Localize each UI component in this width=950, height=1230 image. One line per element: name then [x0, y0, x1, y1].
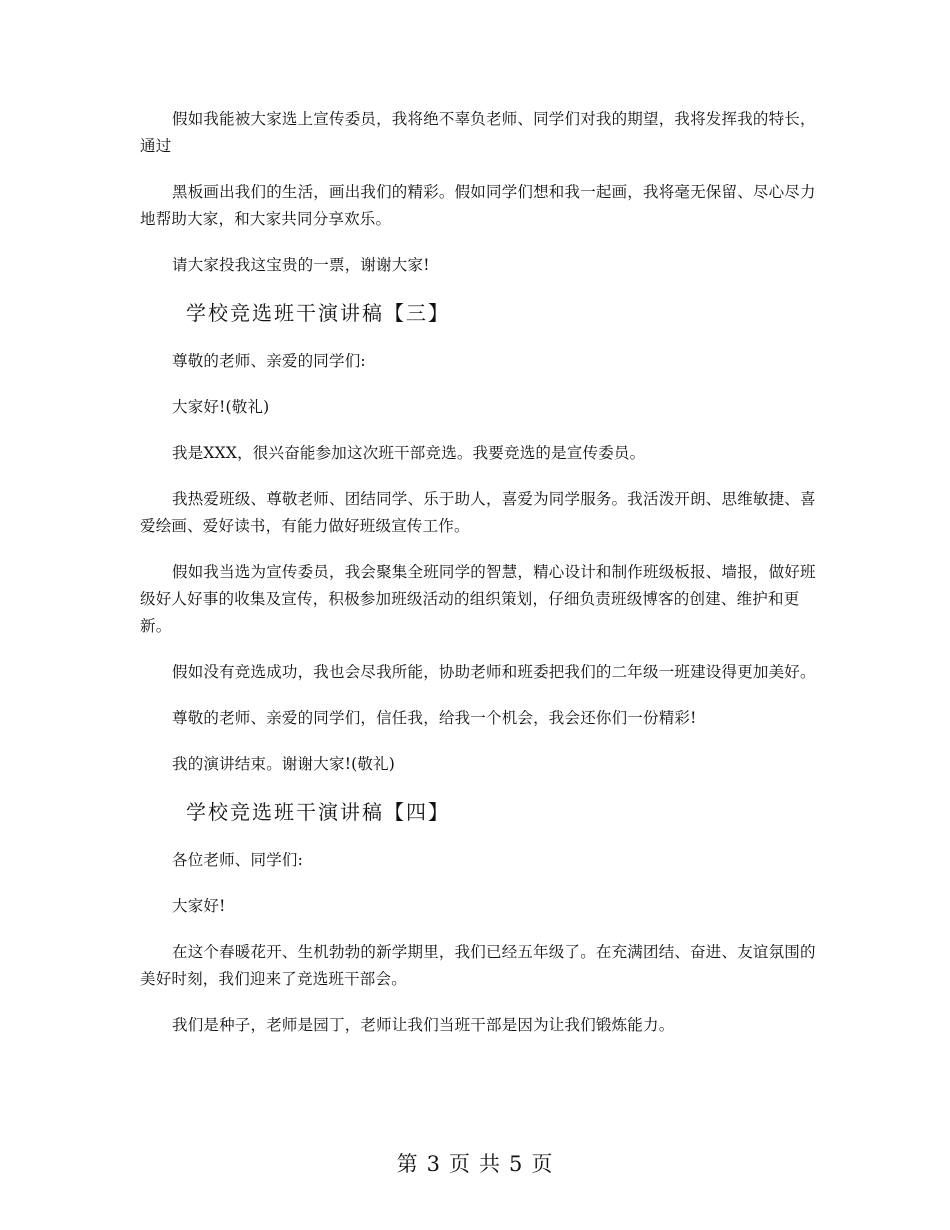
section-heading-4: 学校竞选班干演讲稿【四】	[186, 800, 450, 824]
section-heading-3: 学校竞选班干演讲稿【三】	[186, 301, 450, 325]
paragraph: 假如我当选为宣传委员，我会聚集全班同学的智慧，精心设计和制作班级板报、墙报，做好班级好人好事的收集及宣传，积极参加班级活动的组织策划，仔细负责班级博客的创建、维护和更新。	[140, 563, 816, 635]
footer-page-unit: 页	[449, 1152, 471, 1176]
paragraph: 黑板画出我们的生活，画出我们的精彩。假如同学们想和我一起画，我将毫无保留、尽心尽力地帮助大家，和大家共同分享欢乐。	[140, 183, 816, 228]
footer-page-number: 3	[426, 1152, 441, 1176]
paragraph: 在这个春暖花开、生机勃勃的新学期里，我们已经五年级了。在充满团结、奋进、友谊氛围的美好时刻，我们迎来了竞选班干部会。	[140, 943, 816, 988]
footer-total-pages: 5	[509, 1152, 524, 1176]
footer-page-prefix: 第	[396, 1152, 419, 1176]
footer-total-prefix: 共	[479, 1152, 501, 1176]
paragraph: 我是XXX，很兴奋能参加这次班干部竞选。我要竞选的是宣传委员。	[172, 444, 646, 462]
paragraph: 我的演讲结束。谢谢大家!(敬礼)	[172, 755, 396, 773]
footer-total-unit: 页	[531, 1152, 554, 1176]
paragraph: 尊敬的老师、亲爱的同学们:	[172, 352, 366, 370]
paragraph: 尊敬的老师、亲爱的同学们，信任我，给我一个机会，我会还你们一份精彩!	[172, 709, 697, 727]
paragraph: 大家好!(敬礼)	[172, 398, 270, 416]
paragraph: 我们是种子，老师是园丁，老师让我们当班干部是因为让我们锻炼能力。	[172, 1016, 675, 1034]
paragraph: 我热爱班级、尊敬老师、团结同学、乐于助人，喜爱为同学服务。我活泼开朗、思维敏捷、喜爱绘画、爱好读书，有能力做好班级宣传工作。	[140, 490, 816, 535]
page-footer	[0, 1148, 950, 1178]
paragraph: 假如我能被大家选上宣传委员，我将绝不辜负老师、同学们对我的期望，我将发挥我的特长，通过	[140, 110, 816, 155]
paragraph: 请大家投我这宝贵的一票，谢谢大家!	[172, 256, 430, 274]
document-body	[140, 106, 820, 1058]
paragraph: 大家好!	[172, 897, 226, 915]
paragraph: 假如没有竞选成功，我也会尽我所能，协助老师和班委把我们的二年级一班建设得更加美好。	[172, 663, 816, 681]
paragraph: 各位老师、同学们:	[172, 851, 304, 869]
